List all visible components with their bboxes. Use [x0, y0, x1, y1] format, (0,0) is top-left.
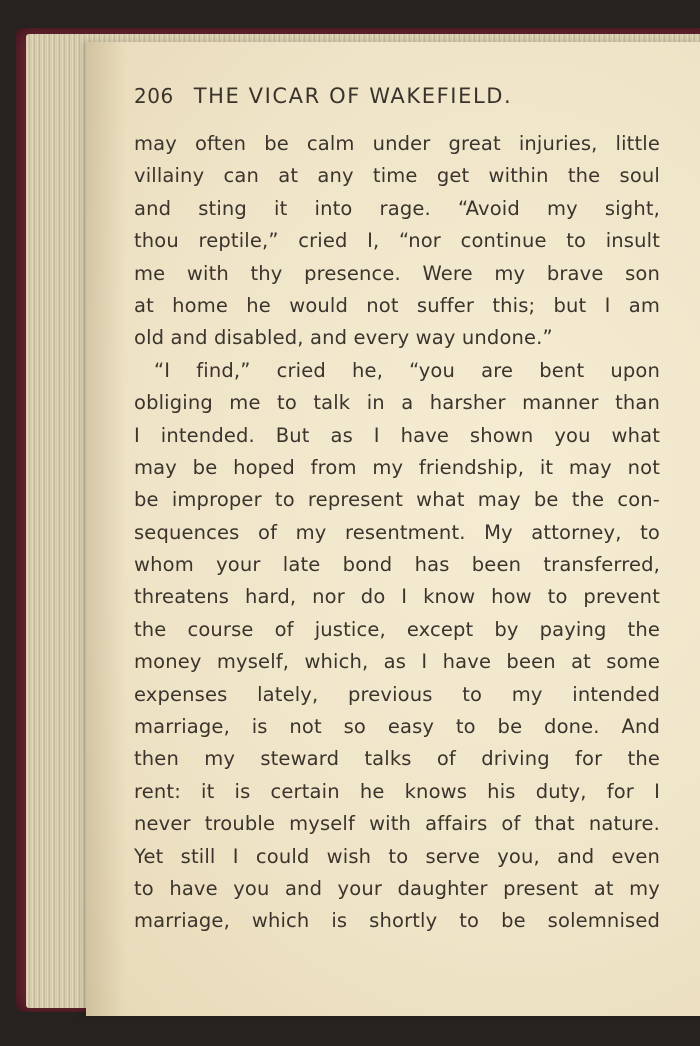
text-line: may often be calm under great injuries, little: [134, 132, 660, 155]
text-line: never trouble myself with affairs of that nature.: [134, 812, 660, 836]
text-line: rent: it is certain he knows his duty, for I: [134, 779, 660, 803]
text-line: marriage, is not so easy to be done. And: [134, 715, 660, 739]
text-line: Yet still I could wish to serve you, and even: [134, 844, 660, 868]
text-line: thou reptile,” cried I, “nor continue to insult: [134, 229, 660, 253]
text-line: threatens hard, nor do I know how to prevent: [134, 585, 660, 609]
text-line: “I find,” cried he, “you are bent upon: [154, 358, 660, 382]
text-line: villainy can at any time get within the soul: [134, 164, 660, 188]
text-line: be improper to represent what may be the con-: [134, 488, 660, 512]
text-line: me with thy presence. Were my brave son: [134, 261, 660, 285]
text-line: whom your late bond has been transferred,: [134, 553, 660, 577]
book-page: [86, 42, 700, 1016]
text-line: old and disabled, and every way undone.”: [134, 326, 553, 350]
text-line: expenses lately, previous to my intended: [134, 682, 660, 706]
text-line: at home he would not suffer this; but I am: [134, 293, 660, 317]
body-text: [134, 128, 660, 938]
text-line: the course of justice, except by paying the: [134, 617, 660, 641]
text-line: I intended. But as I have shown you what: [134, 423, 660, 447]
text-line: sequences of my resentment. My attorney, to: [134, 520, 660, 544]
text-line: to have you and your daughter present at my: [134, 876, 660, 900]
page-number: 206: [134, 84, 174, 108]
text-line: money myself, which, as I have been at some: [134, 650, 660, 674]
page-header: [134, 84, 674, 114]
text-line: obliging me to talk in a harsher manner than: [134, 391, 660, 415]
running-title: THE VICAR OF WAKEFIELD.: [193, 84, 513, 108]
text-line: and sting it into rage. “Avoid my sight,: [134, 196, 660, 220]
text-line: then my steward talks of driving for the: [134, 747, 660, 771]
text-line: marriage, which is shortly to be solemnised: [134, 909, 660, 933]
text-line: may be hoped from my friendship, it may not: [134, 455, 660, 479]
